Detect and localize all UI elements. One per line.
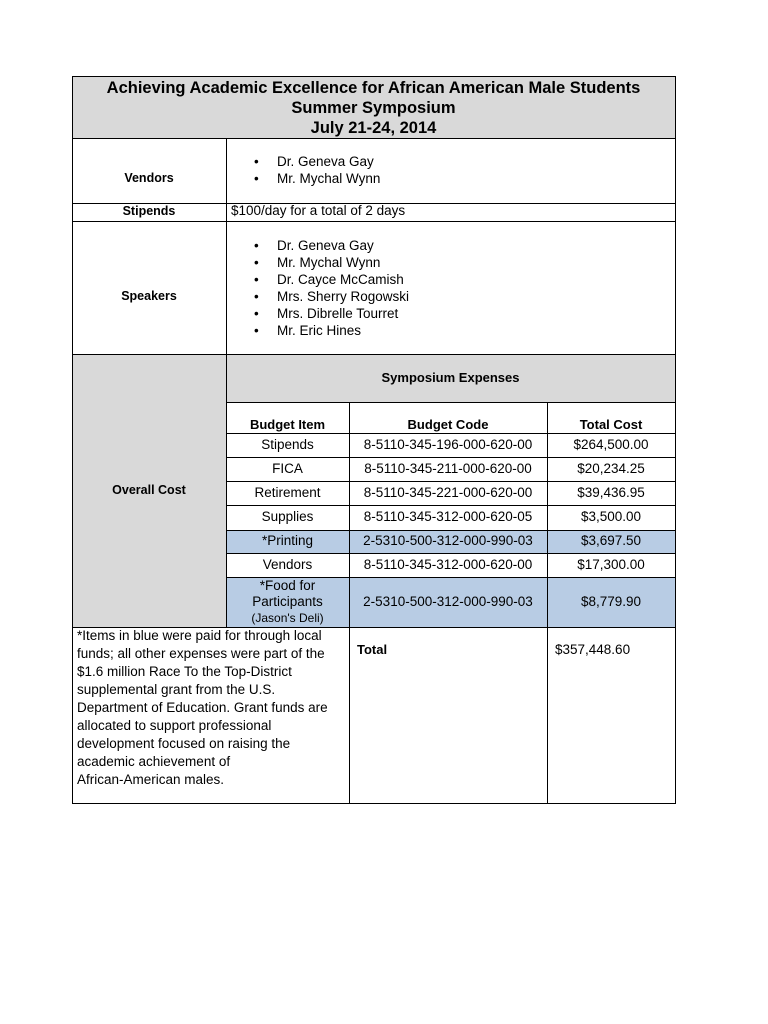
total-cost-cell: $3,697.50 — [580, 533, 642, 548]
list-item: • Mrs. Dibrelle Tourret — [254, 305, 409, 322]
list-item: • Mr. Eric Hines — [254, 322, 409, 339]
speakers-label: Speakers — [121, 289, 177, 303]
total-label: Total — [357, 642, 388, 657]
footnote-line: Department of Education. Grant funds are — [77, 700, 328, 715]
list-item: • Mr. Mychal Wynn — [254, 170, 380, 187]
budget-code-cell: 8-5110-345-211-000-620-00 — [364, 461, 532, 476]
stipends-description: $100/day for a total of 2 days — [231, 203, 406, 218]
budget-code-cell: 2-5310-500-312-000-990-03 — [363, 594, 533, 609]
budget-code-cell: 8-5110-345-312-000-620-00 — [363, 557, 533, 572]
budget-item-cell-line-2: Participants — [252, 594, 323, 609]
footnote-line: allocated to support professional — [77, 718, 272, 733]
footnote-line: development focused on raising the — [77, 736, 291, 751]
footnote-line: supplemental grant from the U.S. — [77, 682, 276, 697]
column-header-budget-item: Budget Item — [249, 417, 326, 432]
column-header-budget-code: Budget Code — [407, 417, 489, 432]
budget-item-cell: *Food for — [259, 578, 316, 593]
footnote-line: academic achievement of — [77, 754, 231, 769]
budget-code-cell: 2-5310-500-312-000-990-03 — [363, 533, 533, 548]
vendors-list — [254, 153, 380, 187]
speakers-list — [254, 237, 409, 339]
budget-code-cell: 8-5110-345-312-000-620-05 — [363, 509, 533, 524]
total-cost-cell: $3,500.00 — [580, 509, 642, 524]
stipends-label: Stipends — [122, 204, 176, 218]
footnote-line: *Items in blue were paid for through local — [77, 628, 322, 643]
footnote — [77, 627, 345, 789]
total-cost-cell: $39,436.95 — [577, 485, 645, 500]
budget-item-cell-line-3: (Jason's Deli) — [251, 611, 324, 625]
title-line-3: July 21-24, 2014 — [310, 119, 437, 137]
budget-item-cell: Stipends — [261, 437, 314, 452]
title-line-2: Summer Symposium — [291, 99, 456, 117]
footnote-line: African-American males. — [77, 772, 225, 787]
budget-item-cell: Supplies — [261, 509, 314, 524]
overall-cost-label: Overall Cost — [112, 483, 186, 497]
total-cost-cell: $20,234.25 — [577, 461, 645, 476]
column-header-total-cost: Total Cost — [579, 417, 643, 432]
list-item: • Dr. Geneva Gay — [254, 237, 409, 254]
budget-item-cell: Retirement — [254, 485, 321, 500]
budget-code-cell: 8-5110-345-221-000-620-00 — [363, 485, 533, 500]
footnote-line: $1.6 million Race To the Top-District — [77, 664, 292, 679]
budget-item-cell: Vendors — [262, 557, 313, 572]
list-item: • Mr. Mychal Wynn — [254, 254, 409, 271]
list-item: • Mrs. Sherry Rogowski — [254, 288, 409, 305]
budget-code-cell: 8-5110-345-196-000-620-00 — [363, 437, 533, 452]
title-line-1: Achieving Academic Excellence for African American Male Students — [106, 79, 641, 97]
expenses-section-title: Symposium Expenses — [381, 370, 520, 385]
list-item: • Dr. Geneva Gay — [254, 153, 380, 170]
footnote-line: funds; all other expenses were part of the — [77, 646, 325, 661]
total-value: $357,448.60 — [555, 642, 631, 657]
total-cost-cell: $264,500.00 — [573, 437, 649, 452]
total-cost-cell: $17,300.00 — [577, 557, 645, 572]
budget-item-cell: *Printing — [261, 533, 314, 548]
vendors-label: Vendors — [124, 171, 174, 185]
list-item: • Dr. Cayce McCamish — [254, 271, 409, 288]
budget-item-cell: FICA — [272, 461, 303, 476]
document-title — [72, 77, 675, 138]
total-cost-cell: $8,779.90 — [580, 594, 642, 609]
